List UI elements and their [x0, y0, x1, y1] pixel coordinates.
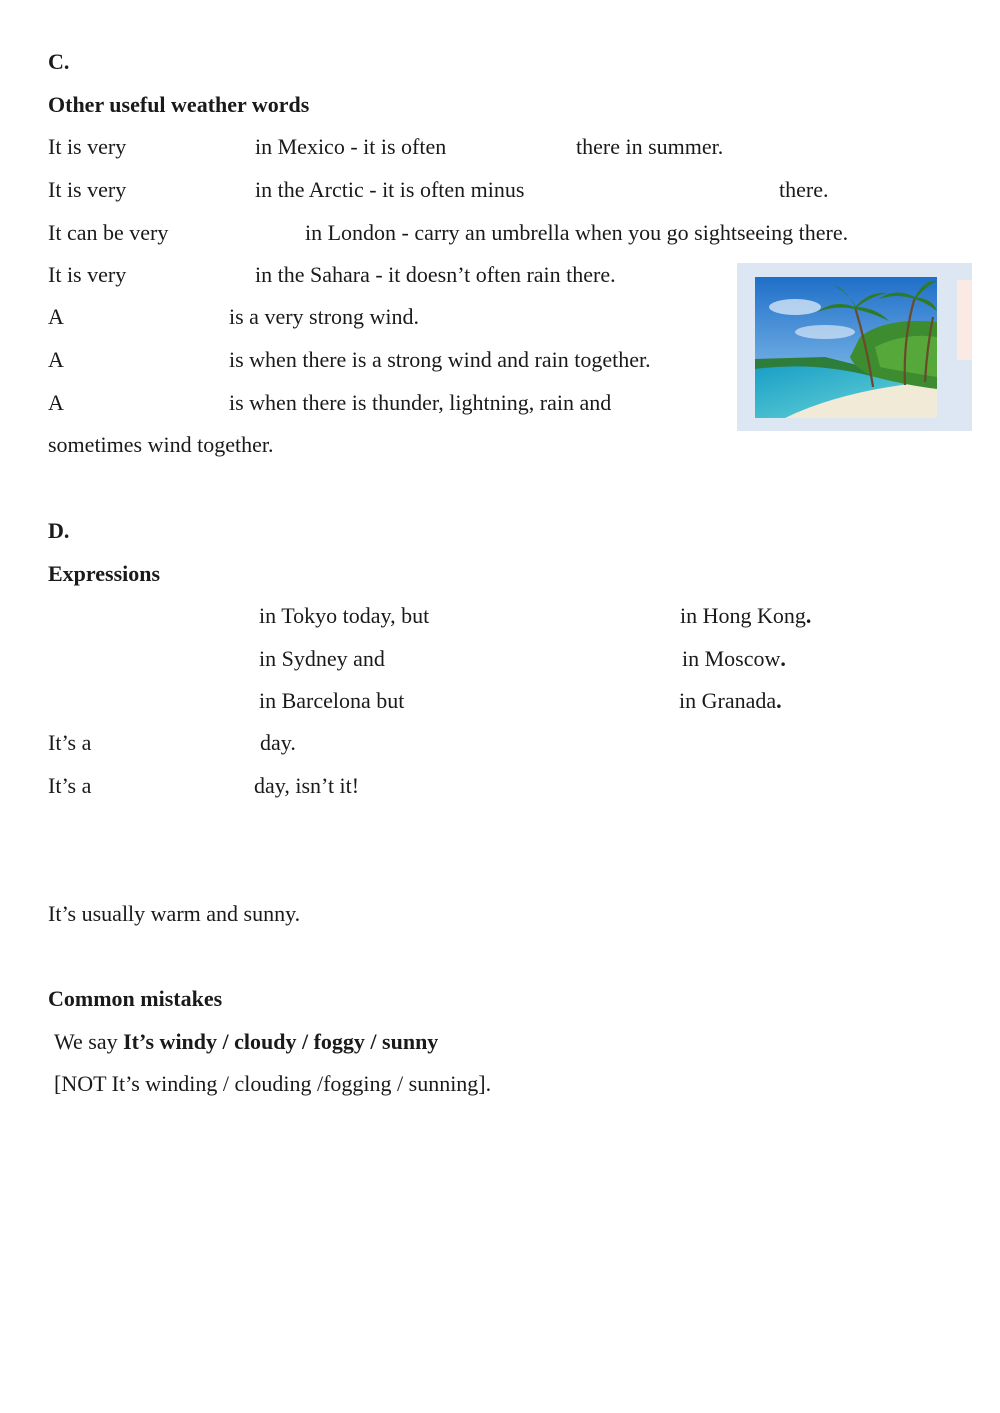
not-line: [NOT It’s winding / clouding /fogging / sunning].	[54, 1071, 492, 1096]
d-line-4-b: day.	[260, 730, 296, 755]
c-line-5-b: is a very strong wind.	[229, 304, 420, 329]
c-line-2-b: in the Arctic - it is often minus	[255, 177, 525, 202]
d-note: It’s usually warm and sunny.	[48, 901, 301, 926]
c-line-1-a: It is very	[48, 134, 127, 159]
c-line-7-b: is when there is thunder, lightning, rain and	[229, 390, 612, 415]
common-mistakes-heading: Common mistakes	[48, 986, 223, 1011]
c-line-1-c: there in summer.	[576, 134, 724, 159]
section-c-letter: C.	[48, 49, 70, 74]
d-line-2-c	[682, 648, 786, 670]
d-line-3-c	[679, 690, 782, 712]
section-d-letter: D.	[48, 518, 70, 543]
d-line-5-a: It’s a	[48, 773, 92, 798]
d-line-2-c-text: in Moscow	[682, 646, 781, 671]
c-line-6-b: is when there is a strong wind and rain together.	[229, 347, 651, 372]
d-line-1-c	[680, 605, 811, 627]
c-line-3-b: in London - carry an umbrella when you go sightseeing there.	[305, 220, 849, 245]
c-line-2-a: It is very	[48, 177, 127, 202]
d-line-2-period: .	[780, 646, 786, 671]
c-line-2-c: there.	[779, 177, 829, 202]
c-line-8-a: sometimes wind together.	[48, 432, 274, 457]
d-line-3-period: .	[776, 688, 782, 713]
c-line-5-a: A	[48, 304, 64, 329]
d-line-2-b: in Sydney and	[259, 646, 385, 671]
d-line-1-period: .	[805, 603, 812, 628]
d-line-3-c-text: in Granada	[679, 688, 777, 713]
we-say-prefix: We say	[54, 1029, 124, 1054]
c-line-3-a: It can be very	[48, 220, 169, 245]
d-line-1-c-text: in Hong Kong	[680, 603, 806, 628]
d-line-1-b: in Tokyo today, but	[259, 603, 430, 628]
d-line-5-b: day, isn’t it!	[254, 773, 360, 798]
c-line-1-b: in Mexico - it is often	[255, 134, 447, 159]
section-c-heading: Other useful weather words	[48, 92, 310, 117]
we-say-examples: It’s windy / cloudy / foggy / sunny	[123, 1029, 439, 1054]
photo-frame-tab	[957, 280, 972, 360]
section-d-heading: Expressions	[48, 561, 161, 586]
c-line-6-a: A	[48, 347, 64, 372]
d-line-3-b: in Barcelona but	[259, 688, 405, 713]
beach-photo-icon	[755, 277, 937, 418]
beach-photo	[755, 277, 937, 418]
c-line-4-a: It is very	[48, 262, 127, 287]
d-line-4-a: It’s a	[48, 730, 92, 755]
we-say-line	[54, 1031, 438, 1053]
c-line-7-a: A	[48, 390, 64, 415]
c-line-4-b: in the Sahara - it doesn’t often rain there.	[255, 262, 616, 287]
